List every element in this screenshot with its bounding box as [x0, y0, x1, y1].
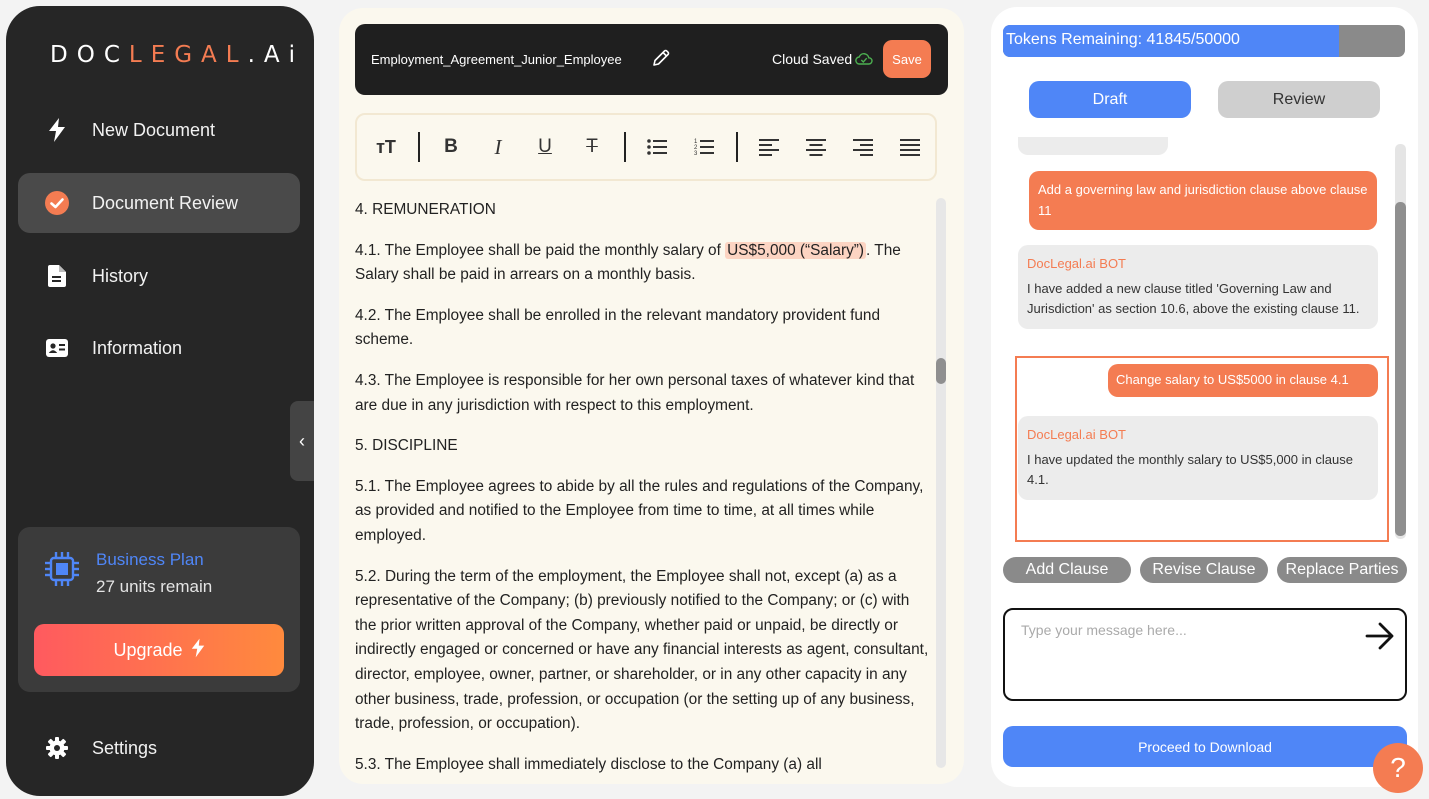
section-heading: 5. DISCIPLINE [355, 437, 458, 455]
sidebar-item-label: Information [92, 337, 183, 358]
save-button[interactable]: Save [883, 40, 931, 78]
add-clause-button[interactable]: Add Clause [1003, 557, 1131, 583]
bold-icon: B [444, 136, 458, 157]
tokens-label: Tokens Remaining: 41845/50000 [1006, 31, 1240, 48]
underline-button[interactable] [522, 124, 568, 170]
tab-review[interactable]: Review [1218, 81, 1380, 118]
upgrade-label: Upgrade [113, 639, 183, 660]
align-right-icon [853, 138, 873, 156]
collapse-sidebar-button[interactable] [290, 401, 314, 481]
chat-panel [991, 7, 1418, 787]
editor-panel [339, 8, 964, 784]
message-box [1003, 608, 1407, 701]
scrollbar-thumb[interactable] [1395, 202, 1406, 536]
bullet-list-button[interactable] [634, 124, 680, 170]
gear-icon [42, 737, 72, 759]
send-arrow-icon[interactable] [1365, 622, 1395, 655]
align-left-button[interactable] [746, 124, 792, 170]
clause-5-2: 5.2. During the term of the employment, the Employee shall not, except (a) as a representative of the Company; (b) previously notified to the Company; or (c) with the prior written approval of the Company, whether paid or unpaid, be directly or indirectly engaged or concerned or have any financial interests as agent, consultant, director, employee, owner, partner, or shareholder, or in any other capacity in any other business, trade, profession, or occupation (or the setting up of any business, trade, profession, or occupation). [355, 567, 929, 733]
align-left-icon [759, 138, 779, 156]
plan-name[interactable]: Business Plan [96, 550, 204, 569]
toolbar-divider [736, 132, 738, 162]
revise-clause-button[interactable]: Revise Clause [1140, 557, 1268, 583]
check-circle-icon [42, 190, 72, 216]
sidebar-item-label: Document Review [92, 192, 239, 213]
italic-icon: I [494, 134, 502, 159]
justify-icon [900, 138, 920, 156]
salary-highlight: US$5,000 (“Salary”) [727, 241, 865, 259]
clause-5-3: 5.3. The Employee shall immediately disclose to the Company (a) all [355, 755, 822, 773]
replace-parties-button[interactable]: Replace Parties [1277, 557, 1407, 583]
cloud-check-icon [855, 51, 873, 70]
align-center-icon [806, 138, 826, 156]
strikethrough-button[interactable] [569, 124, 615, 170]
sidebar-item-label: History [92, 265, 149, 286]
text-size-icon: тT [376, 136, 396, 157]
tokens-progress [1003, 25, 1405, 57]
id-card-icon [42, 339, 72, 357]
chip-icon [42, 549, 82, 594]
lightning-icon [42, 118, 72, 142]
sidebar-item-label: Settings [92, 737, 158, 758]
underline-icon: U [538, 136, 552, 157]
chat-scrollbar[interactable] [1395, 144, 1406, 539]
formatting-toolbar [355, 113, 937, 181]
sidebar-item-label: New Document [92, 119, 216, 140]
document-scrollbar[interactable] [936, 198, 946, 768]
strikethrough-icon: T [586, 136, 598, 157]
clause-4-2: 4.2. The Employee shall be enrolled in the relevant mandatory provident fund scheme. [355, 306, 881, 349]
toolbar-divider [624, 132, 626, 162]
align-center-button[interactable] [793, 124, 839, 170]
svg-text:3: 3 [694, 151, 698, 157]
chat-message-user: Add a governing law and jurisdiction clause above clause 11 [1029, 171, 1377, 230]
chevron-left-icon: ‹ [299, 430, 305, 451]
sidebar [6, 6, 314, 796]
document-body[interactable] [355, 198, 929, 774]
sidebar-item-new-document[interactable] [18, 100, 300, 160]
clause-5-1: 5.1. The Employee agrees to abide by all the rules and regulations of the Company, as provided and notified to the Employee from time to time, at all times while employed. [355, 477, 924, 544]
bullet-list-icon [647, 138, 667, 156]
align-right-button[interactable] [840, 124, 886, 170]
chat-message-bot [1018, 245, 1378, 329]
chat-message-user: Change salary to US$5000 in clause 4.1 [1108, 364, 1378, 397]
lightning-icon [191, 638, 205, 663]
chat-messages[interactable] [991, 137, 1418, 547]
svg-text:2: 2 [694, 145, 698, 151]
upgrade-button[interactable] [34, 624, 284, 676]
plan-units: 27 units remain [96, 577, 213, 596]
tab-draft[interactable]: Draft [1029, 81, 1191, 118]
pencil-icon[interactable] [651, 48, 671, 73]
numbered-list-button[interactable] [681, 124, 727, 170]
italic-button[interactable] [475, 124, 521, 170]
sidebar-item-history[interactable] [18, 246, 300, 306]
sidebar-item-settings[interactable] [18, 718, 300, 778]
numbered-list-icon [694, 137, 714, 157]
scrollbar-thumb[interactable] [936, 358, 946, 384]
clause-4-1: 4.1. The Employee shall be paid the monthly salary of US$5,000 (“Salary”) . The Salary shall be paid in arrears on a monthly basis. [355, 241, 901, 284]
file-icon [42, 265, 72, 287]
justify-button[interactable] [887, 124, 933, 170]
bot-sender: DocLegal.ai BOT [1027, 427, 1126, 442]
brand-logo[interactable]: DOCLEGAL.Ai [50, 42, 305, 68]
help-button[interactable]: ? [1373, 743, 1423, 793]
bot-message-text: I have added a new clause titled 'Governing Law and Jurisdiction' as section 10.6, above the existing clause 11. [1027, 280, 1360, 316]
proceed-to-download-button[interactable]: Proceed to Download [1003, 726, 1407, 767]
message-input[interactable] [1021, 622, 1351, 638]
text-size-button[interactable] [363, 124, 409, 170]
svg-text:1: 1 [694, 139, 698, 145]
chat-message-bot [1018, 416, 1378, 500]
clause-4-3: 4.3. The Employee is responsible for her own personal taxes of whatever kind that are due in any jurisdiction with respect to this employment. [355, 371, 915, 414]
sidebar-item-document-review[interactable] [18, 173, 300, 233]
plan-card [18, 527, 300, 692]
bold-button[interactable] [428, 124, 474, 170]
document-header [355, 24, 948, 95]
toolbar-divider [418, 132, 420, 162]
previous-message-stub [1018, 137, 1168, 155]
save-status: Cloud Saved [772, 51, 853, 67]
sidebar-item-information[interactable] [18, 318, 300, 378]
document-name[interactable]: Employment_Agreement_Junior_Employee [371, 52, 622, 67]
bot-sender: DocLegal.ai BOT [1027, 256, 1126, 271]
bot-message-text: I have updated the monthly salary to US$5,000 in clause 4.1. [1027, 451, 1353, 487]
section-heading: 4. REMUNERATION [355, 201, 496, 218]
